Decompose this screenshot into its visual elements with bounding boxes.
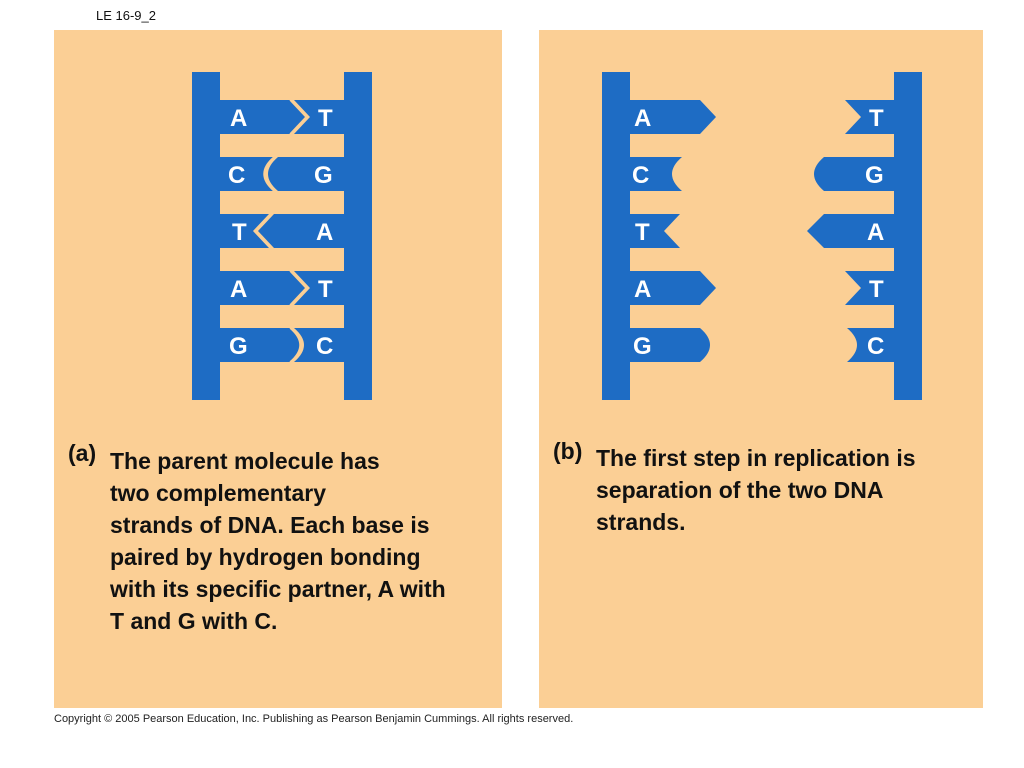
base-letter: C [228,162,246,189]
slide-label: LE 16-9_2 [96,8,156,23]
dna-double-helix-diagram [54,30,502,430]
base-letter: G [633,333,652,360]
panel-b-caption [596,442,916,538]
left-backbone [602,72,630,400]
panel-a [54,30,502,708]
right-backbone [894,72,922,400]
base-letter: T [232,219,247,246]
base-letter: A [316,219,334,246]
base-letter: T [318,276,333,303]
base-letter: G [865,162,884,189]
panel-b [539,30,983,708]
caption-line: T and G with C. [110,608,278,634]
caption-line: with its specific partner, A with [110,576,446,602]
base-letter: T [869,276,884,303]
caption-line: The parent molecule has [110,448,380,474]
base-letter: A [634,276,652,303]
caption-line: The first step in replication is [596,445,916,471]
caption-line: two complementary [110,480,326,506]
left-backbone [192,72,220,400]
base-letter: A [634,105,652,132]
base-letter: T [869,105,884,132]
base-letter: G [314,162,333,189]
panel-b-tag: (b) [553,438,583,464]
base-letter: T [635,219,650,246]
panel-a-tag: (a) [68,440,97,466]
caption-line: strands of DNA. Each base is [110,512,430,538]
base-letter: C [316,333,334,360]
copyright-notice: Copyright © 2005 Pearson Education, Inc. Publishing as Pearson Benjamin Cummings. All rights reserved. [54,713,574,725]
panel-a-caption [110,445,446,637]
right-backbone [344,72,372,400]
base-letter: T [318,105,333,132]
caption-line: separation of the two DNA [596,477,884,503]
base-letter: A [230,105,248,132]
base-letter: A [230,276,248,303]
separated-strands-diagram [539,30,983,430]
base-letter: A [867,219,885,246]
caption-line: strands. [596,509,686,535]
base-letter: C [867,333,885,360]
base-letter: G [229,333,248,360]
caption-line: paired by hydrogen bonding [110,544,421,570]
base-letter: C [632,162,650,189]
